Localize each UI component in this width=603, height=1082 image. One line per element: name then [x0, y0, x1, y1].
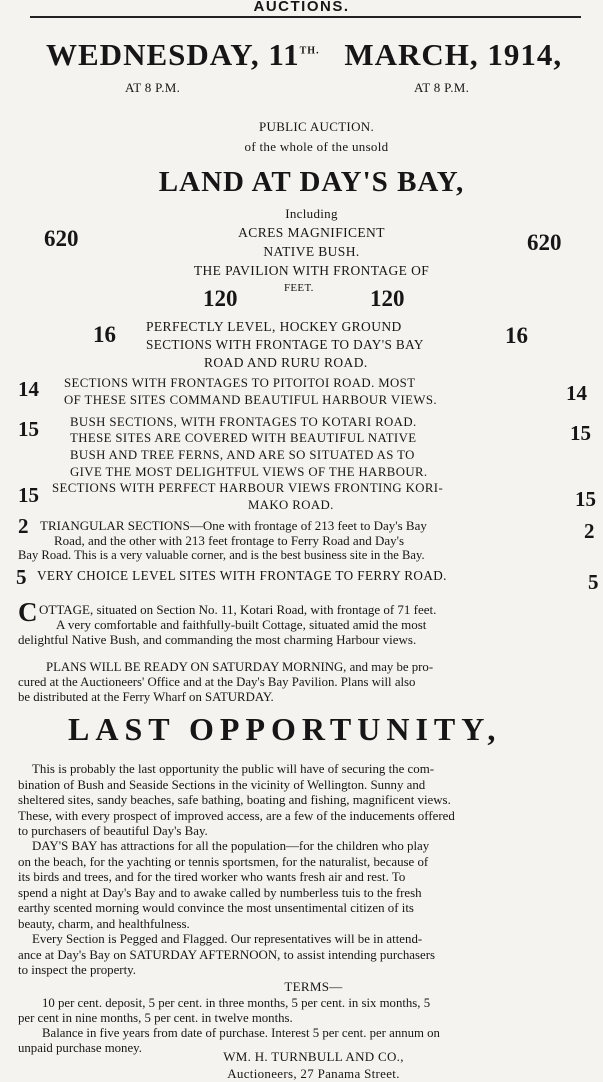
kotari-number-left: 15	[18, 417, 39, 441]
body2-line-2: on the beach, for the yachting or tennis sportsmen, for the naturalist, because of	[18, 854, 429, 869]
auctioneer-address: Auctioneers, 27 Panama Street.	[227, 1066, 400, 1081]
terms-line-3: Balance in five years from date of purchase. Interest 5 per cent. per annum on	[42, 1026, 440, 1040]
plans-paragraph	[18, 660, 598, 705]
time-left: AT 8 P.M.	[125, 80, 181, 95]
body-paragraph-2	[18, 839, 601, 932]
body2-line-6: beauty, charm, and healthfulness.	[18, 916, 190, 931]
triangular-line-1: TRIANGULAR SECTIONS—One with frontage of 213 feet to Day's Bay	[40, 518, 427, 533]
date-line	[46, 37, 562, 73]
terms-line-2: per cent in nine months, 5 per cent. in twelve months.	[18, 1011, 293, 1025]
body-paragraph-3	[18, 932, 601, 979]
plans-line-3: be distributed at the Ferry Wharf on SATURDAY.	[18, 690, 274, 704]
pavilion-feet: FEET.	[284, 282, 314, 294]
acres-line-1: ACRES MAGNIFICENT	[238, 225, 385, 240]
body3-line-2: ance at Day's Bay on SATURDAY AFTERNOON, to assist intending purchasers	[18, 947, 436, 962]
triangular-line-3: Bay Road. This is a very valuable corner, and is the best business site in the Bay.	[18, 548, 425, 562]
pitoitoi-line-1: SECTIONS WITH FRONTAGES TO PITOITOI ROAD. MOST	[64, 376, 416, 390]
pitoitoi-number-right: 14	[566, 381, 587, 405]
terms-heading: TERMS—	[284, 979, 343, 994]
land-title: LAND AT DAY'S BAY,	[158, 166, 465, 198]
body1-line-2: bination of Bush and Seaside Sections in the vicinity of Wellington. Sunny and	[18, 777, 426, 792]
hockey-line-1: PERFECTLY LEVEL, HOCKEY GROUND	[146, 319, 402, 334]
cottage-line-2: A very comfortable and faithfully-built Cottage, situated amid the most	[56, 617, 427, 632]
ferry-number-left: 5	[16, 565, 27, 589]
kotari-line-1: BUSH SECTIONS, WITH FRONTAGES TO KOTARI ROAD.	[70, 415, 417, 429]
body3-line-3: to inspect the property.	[18, 963, 137, 977]
header-rule	[30, 16, 581, 18]
body2-line-3: its birds and trees, and for the tired worker who wants fresh air and rest. To	[18, 870, 406, 884]
acres-number-right: 620	[527, 230, 562, 255]
terms-line-4: unpaid purchase money.	[18, 1041, 142, 1055]
pitoitoi-line-2: OF THESE SITES COMMAND BEAUTIFUL HARBOUR VIEWS.	[64, 393, 437, 407]
date-month-year: MARCH, 1914,	[344, 37, 563, 72]
body1-line-4: These, with every prospect of improved access, are a few of the inducements offered	[18, 808, 455, 823]
plans-line-2: cured at the Auctioneers' Office and at the Day's Bay Pavilion. Plans will also	[18, 675, 416, 689]
pavilion-line-1: THE PAVILION WITH FRONTAGE OF	[193, 263, 430, 278]
cottage-initial: C	[18, 597, 38, 627]
body2-line-5: earthy scented morning would convince the most unsentimental citizen of its	[18, 901, 414, 915]
body2-line-1: DAY'S BAY has attractions for all the population—for the children who play	[32, 839, 430, 853]
kotari-line-4: GIVE THE MOST DELIGHTFUL VIEWS OF THE HARBOUR.	[70, 465, 428, 479]
kotari-number-right: 15	[570, 421, 591, 445]
acres-number-left: 620	[44, 226, 79, 251]
body3-line-1: Every Section is Pegged and Flagged. Our representatives will be in attend-	[32, 932, 423, 946]
cottage-line-1: OTTAGE, situated on Section No. 11, Kotari Road, with frontage of 71 feet.	[39, 602, 437, 617]
date-suffix: TH.	[299, 45, 320, 57]
hockey-number-right: 16	[505, 323, 528, 348]
unsold-line: of the whole of the unsold	[244, 139, 389, 154]
korimako-line-2: MAKO ROAD.	[248, 498, 334, 512]
including-label: Including	[285, 206, 338, 221]
cottage-paragraph	[18, 602, 600, 647]
body1-line-5: to purchasers of beautiful Day's Bay.	[18, 824, 208, 838]
triangular-paragraph	[18, 518, 584, 563]
pitoitoi-number-left: 14	[18, 377, 39, 401]
body1-line-1: This is probably the last opportunity the public will have of securing the com-	[32, 762, 435, 776]
korimako-number-right: 15	[575, 487, 596, 511]
body-paragraph-1	[18, 762, 601, 840]
kotari-line-3: BUSH AND TREE FERNS, AND ARE SO SITUATED AS TO	[70, 448, 415, 462]
cottage-line-3: delightful Native Bush, and commanding the most charming Harbour views.	[18, 632, 417, 647]
hockey-line-2: SECTIONS WITH FRONTAGE TO DAY'S BAY	[146, 337, 424, 352]
plans-line-1: PLANS WILL BE READY ON SATURDAY MORNING, and may be pro-	[46, 660, 434, 674]
time-right: AT 8 P.M.	[414, 80, 470, 95]
auctioneer-name: WM. H. TURNBULL AND CO.,	[223, 1049, 404, 1064]
pavilion-number-left: 120	[203, 286, 238, 311]
triangular-number-left: 2	[18, 514, 29, 538]
terms-paragraph	[18, 996, 601, 1056]
ferry-number-right: 5	[588, 570, 599, 594]
body2-line-4: spend a night at Day's Bay and to awake called by numberless tuis to the fresh	[18, 885, 422, 900]
hockey-number-left: 16	[93, 322, 116, 347]
pavilion-number-right: 120	[370, 286, 405, 311]
korimako-number-left: 15	[18, 483, 39, 507]
section-header: AUCTIONS.	[253, 0, 350, 15]
triangular-line-2: Road, and the other with 213 feet frontage to Ferry Road and Day's	[54, 533, 404, 548]
korimako-line-1: SECTIONS WITH PERFECT HARBOUR VIEWS FRONTING KORI-	[52, 481, 444, 495]
triangular-number-right: 2	[584, 519, 595, 543]
ferry-text: VERY CHOICE LEVEL SITES WITH FRONTAGE TO FERRY ROAD.	[37, 568, 447, 583]
last-opportunity-heading: LAST OPPORTUNITY,	[68, 711, 502, 747]
terms-line-1: 10 per cent. deposit, 5 per cent. in three months, 5 per cent. in six months, 5	[42, 996, 431, 1010]
hockey-line-3: ROAD AND RURU ROAD.	[204, 355, 368, 370]
acres-line-2: NATIVE BUSH.	[263, 244, 360, 259]
date-weekday: WEDNESDAY, 11	[46, 37, 300, 72]
body1-line-3: sheltered sites, sandy beaches, safe bathing, boating and fishing, magnificent views.	[18, 793, 451, 807]
public-auction: PUBLIC AUCTION.	[258, 119, 374, 134]
kotari-line-2: THESE SITES ARE COVERED WITH BEAUTIFUL NATIVE	[70, 431, 417, 445]
